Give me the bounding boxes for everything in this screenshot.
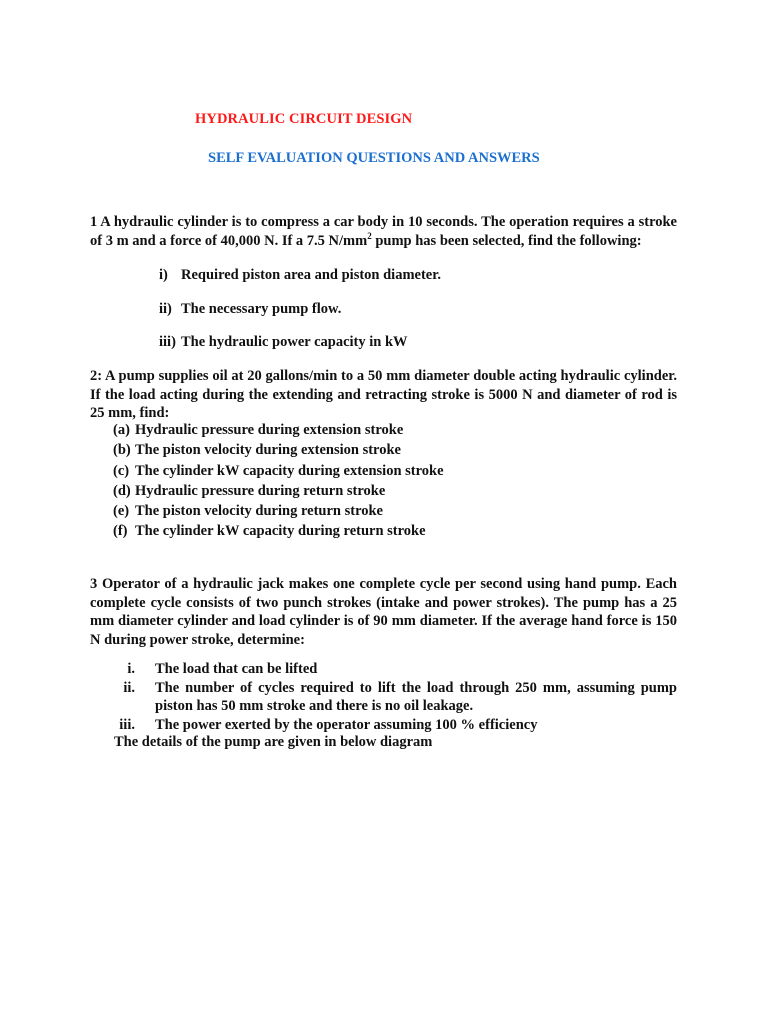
list-item: (c) The cylinder kW capacity during extension stroke: [113, 462, 444, 479]
list-item: (d) Hydraulic pressure during return stroke: [113, 482, 386, 499]
document-title: HYDRAULIC CIRCUIT DESIGN: [195, 111, 413, 127]
q3-item-list: [90, 660, 677, 734]
q1-item-3: iii) The hydraulic power capacity in kW: [159, 334, 408, 350]
list-item: (a) Hydraulic pressure during extension stroke: [113, 422, 404, 438]
list-item: (f) The cylinder kW capacity during return stroke: [113, 523, 426, 540]
list-item: (e) The piston velocity during return stroke: [113, 503, 383, 520]
question-3-text: 3 Operator of a hydraulic jack makes one complete cycle per second using hand pump. Each complete cycle consists of two punch strokes (intake and power strokes). The pump has a 25 mm diameter cylinder and load cylinder is of 90 mm diameter. If the average hand force is 150 N during power stroke, determine:: [90, 576, 677, 648]
question-1-text: 1 A hydraulic cylinder is to compress a car body in 10 seconds. The operation requires a stroke of 3 m and a force of 40,000 N. If a 7.5 $N/mm^2$ pump has been selected, find the following:: [90, 214, 677, 249]
closing-line: The details of the pump are given in below diagram: [114, 734, 433, 750]
list-item: i. The load that can be lifted: [127, 661, 318, 677]
q1-item-2: ii) The necessary pump flow.: [159, 301, 342, 317]
q1-item-1: i) Required piston area and piston diameter.: [159, 267, 441, 283]
superscript: 2: [367, 230, 372, 241]
document-subtitle: SELF EVALUATION QUESTIONS AND ANSWERS: [208, 150, 540, 166]
list-item: iii. The power exerted by the operator assuming 100 % efficiency: [119, 716, 538, 733]
list-item: ii. The number of cycles required to lift the load through 250 mm, assuming pump piston has 50 mm stroke and there is no oil leakage.: [123, 679, 677, 714]
question-2-text: 2: A pump supplies oil at 20 gallons/min to a 50 mm diameter double acting hydraulic cylinder. If the load acting during the extending and retracting stroke is 5000 N and diameter of rod is 25 mm, find:: [90, 368, 677, 421]
list-item: (b) The piston velocity during extension stroke: [113, 442, 401, 459]
q2-item-list: [113, 420, 444, 542]
